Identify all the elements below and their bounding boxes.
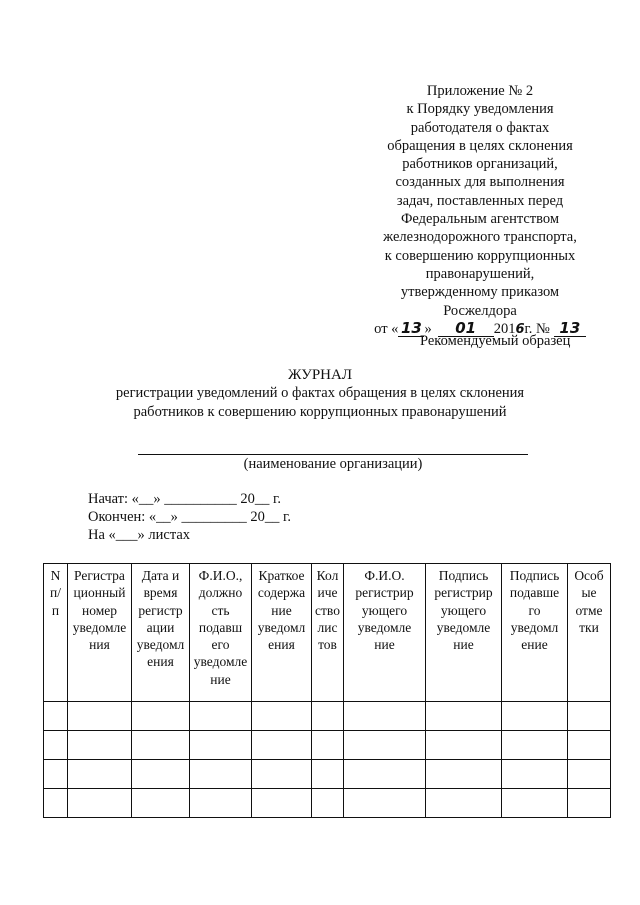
journal-subtitle-line: работников к совершению коррупционных правонарушений [133,403,507,420]
handwritten-day: 13 [398,321,424,337]
handwritten-order-number: 13 [554,321,586,337]
table-cell [344,760,426,789]
table-header-cell: Особ ые отме тки [568,564,611,702]
table-body [44,702,611,818]
table-row [44,702,611,731]
table-cell [426,760,502,789]
table-row [44,760,611,789]
recommended-sample-label: Рекомендуемый образец [420,333,571,349]
table-cell [252,760,312,789]
table-header-cell: Ф.И.О., должно сть подавш его уведомле ние [190,564,252,702]
table-cell [44,731,68,760]
appendix-line: к совершению коррупционных [384,247,576,264]
table-header-cell: Дата и время регистр ации уведомл ения [132,564,190,702]
date-mid: » [424,320,432,337]
appendix-line: задач, поставленных перед [396,192,564,209]
table-cell [568,760,611,789]
date-prefix: от « [374,320,399,337]
journal-meta [88,490,291,544]
started-field: Начат: «__» __________ 20__ г. [88,491,281,507]
table-cell [44,789,68,818]
table-header-cell: Подпись подавше го уведомл ение [502,564,568,702]
handwritten-month: 01 [438,321,494,337]
organization-name-caption: (наименование организации) [243,456,423,472]
table-cell [312,702,344,731]
table-cell [190,731,252,760]
table-cell [44,760,68,789]
table-header-cell: Ф.И.О. регистрир ующего уведомле ние [344,564,426,702]
table-cell [312,760,344,789]
table-cell [502,760,568,789]
appendix-block [355,82,605,338]
organization-name-line [138,454,528,455]
table-cell [132,789,190,818]
table-cell [568,702,611,731]
table-header-row [44,564,611,702]
table-cell [44,702,68,731]
table-cell [252,789,312,818]
appendix-line: правонарушений, [425,265,535,282]
journal-title: ЖУРНАЛ [287,367,353,383]
table-header-cell: Регистра ционный номер уведомле ния [68,564,132,702]
table-cell [502,731,568,760]
journal-subtitle [0,384,640,421]
table-cell [68,789,132,818]
table-cell [132,702,190,731]
table-cell [312,789,344,818]
table-cell [68,731,132,760]
table-cell [344,731,426,760]
table-cell [426,731,502,760]
table-cell [190,789,252,818]
table-cell [344,789,426,818]
table-cell [68,702,132,731]
appendix-line: работодателя о фактах [410,119,550,136]
registration-table [43,563,611,818]
table-cell [426,789,502,818]
table-row [44,731,611,760]
table-cell [568,731,611,760]
handwritten-year-digit: 6 [515,321,525,337]
appendix-line: работников организаций, [402,156,558,173]
finished-field: Окончен: «__» _________ 20__ г. [88,509,291,525]
appendix-line: созданных для выполнения [395,174,565,191]
table-cell [132,760,190,789]
table-cell [252,702,312,731]
table-header-cell: N п/ п [44,564,68,702]
journal-subtitle-line: регистрации уведомлений о фактах обращения в целях склонения [115,385,525,401]
table-header-cell: Кол иче ство лис тов [312,564,344,702]
appendix-line: Приложение № 2 [426,83,534,99]
table-cell [190,760,252,789]
table-cell [426,702,502,731]
table-cell [68,760,132,789]
table-cell [502,789,568,818]
appendix-line: Росжелдора [443,302,517,319]
date-year-prefix: 201 [493,320,516,337]
table-cell [252,731,312,760]
appendix-line: Федеральным агентством [400,211,560,228]
table-header-cell: Подпись регистрир ующего уведомле ние [426,564,502,702]
appendix-line: к Порядку уведомления [406,101,554,118]
sheets-field: На «___» листах [88,527,191,543]
appendix-line: обращения в целях склонения [387,137,573,154]
table-cell [568,789,611,818]
table-header-cell: Краткое содержа ние уведомл ения [252,564,312,702]
table-row [44,789,611,818]
table-cell [312,731,344,760]
table-cell [344,702,426,731]
appendix-line: железнодорожного транспорта, [383,229,577,246]
table-cell [190,702,252,731]
table-cell [132,731,190,760]
date-suffix: г. № [524,320,550,337]
appendix-line: утвержденному приказом [400,284,560,301]
table-cell [502,702,568,731]
